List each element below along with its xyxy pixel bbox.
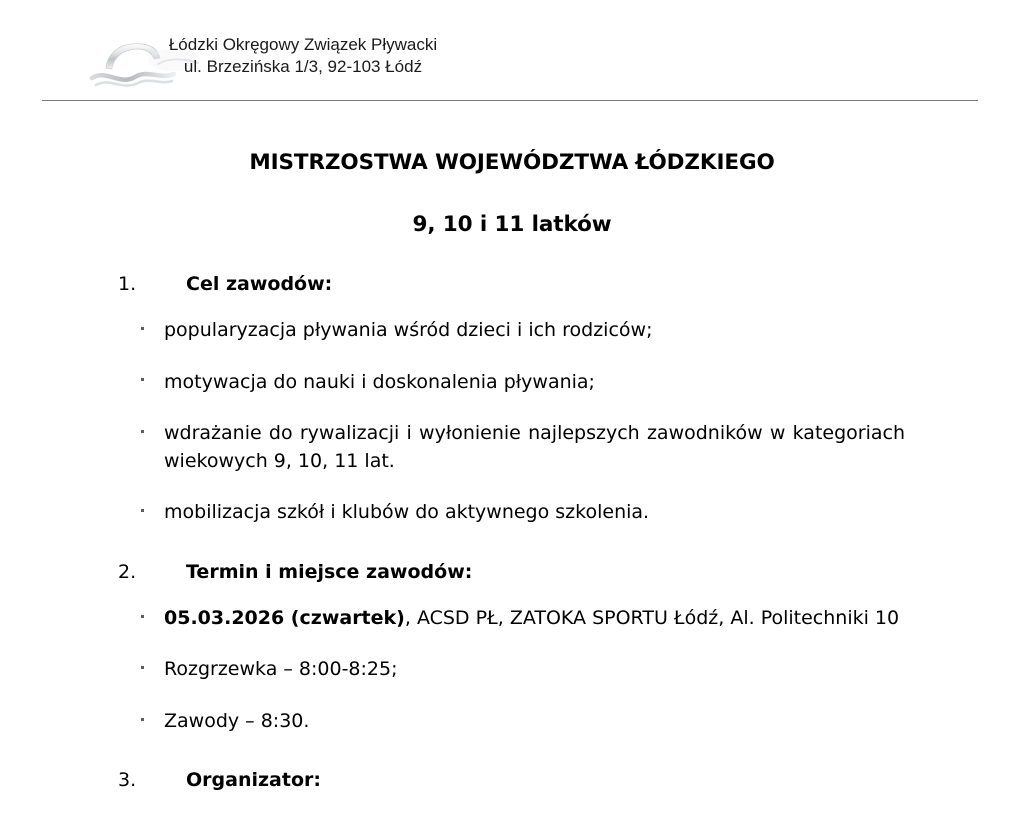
list-item [0, 317, 1024, 345]
page-subtitle: 9, 10 i 11 latków [412, 212, 612, 237]
title-block [0, 150, 1024, 237]
organization-block [88, 34, 518, 79]
section-label: Organizator: [186, 769, 321, 792]
event-venue: , ACSD PŁ, ZATOKA SPORTU Łódź, Al. Politechniki 10 [404, 606, 900, 629]
organization-name: Łódzki Okręgowy Związek Pływacki [168, 35, 438, 54]
bullet-dot-icon [141, 615, 144, 618]
list-item-text: mobilizacja szkół i klubów do aktywnego szkolenia. [164, 501, 650, 524]
list-item-text [164, 607, 899, 629]
list-item-text: popularyzacja pływania wśród dzieci i ich rodziców; [164, 319, 653, 341]
bullet-dot-icon [141, 327, 144, 330]
list-item-text: motywacja do nauki i doskonalenia pływania; [164, 370, 595, 393]
document-body [0, 150, 1024, 813]
list-item [0, 605, 1024, 633]
section-number: 2. [118, 560, 137, 583]
bullet-dot-icon [141, 378, 144, 381]
header-divider [42, 100, 978, 101]
letterhead [0, 34, 1024, 96]
list-item [0, 499, 1024, 527]
list-item-text: Rozgrzewka – 8:00-8:25; [164, 658, 398, 681]
bullet-dot-icon [141, 509, 144, 512]
list-item [0, 656, 1024, 684]
organization-address: ul. Brzezińska 1/3, 92-103 Łódź [183, 57, 423, 77]
list-item [0, 708, 1024, 736]
section-label: Termin i miejsce zawodów: [186, 560, 473, 583]
bullet-dot-icon [141, 430, 144, 433]
section-heading-3 [0, 769, 1024, 791]
event-date: 05.03.2026 (czwartek) [164, 606, 405, 629]
section-label: Cel zawodów: [186, 273, 333, 295]
list-item-text: Zawody – 8:30. [164, 709, 310, 732]
list-item [0, 420, 1024, 475]
section-number: 3. [118, 769, 137, 792]
section-heading-2 [0, 561, 1024, 583]
list-item [0, 369, 1024, 397]
bullet-dot-icon [141, 718, 144, 721]
section-number: 1. [118, 273, 137, 295]
section-heading-1 [0, 273, 1024, 295]
section-1-bullets [0, 317, 1024, 527]
list-item-text: wdrażanie do rywalizacji i wyłonienie najlepszych zawodników w kategoriach wiekowych 9, 10, 11 lat. [164, 422, 905, 472]
bullet-dot-icon [141, 666, 144, 669]
page-title: MISTRZOSTWA WOJEWÓDZTWA ŁÓDZKIEGO [249, 150, 775, 175]
section-2-bullets [0, 605, 1024, 736]
